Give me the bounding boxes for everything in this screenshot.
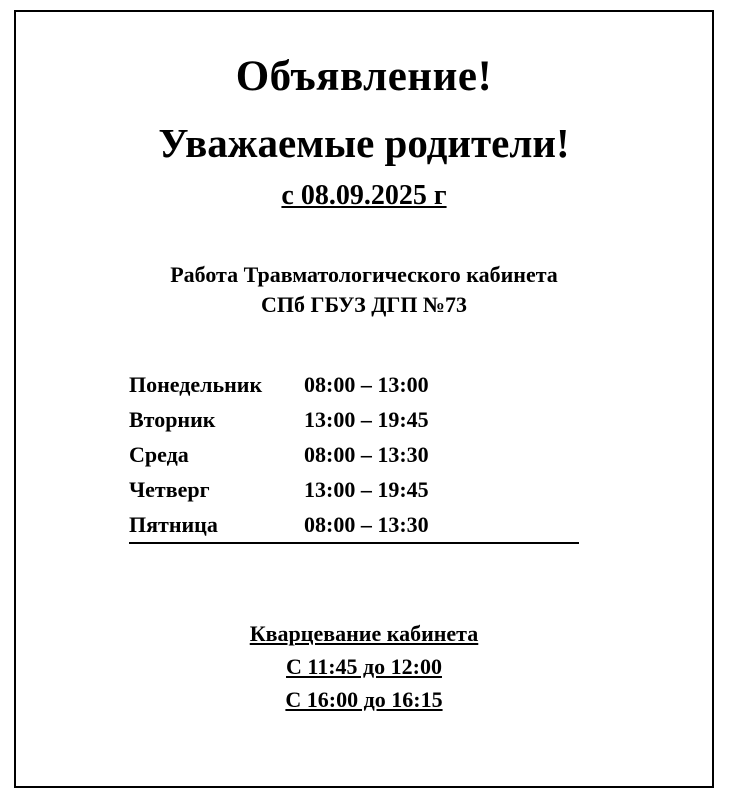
quartz-section (16, 617, 712, 716)
office-heading-line-1: Работа Травматологического кабинета (170, 262, 558, 287)
announcement-sheet (14, 10, 714, 788)
office-heading-line-2: СПб ГБУЗ ДГП №73 (260, 291, 468, 317)
page-title: Объявление! (235, 53, 493, 100)
announcement-content (16, 12, 712, 786)
schedule-hours: 08:00 – 13:00 (304, 372, 429, 397)
effective-date (16, 180, 712, 212)
quartz-heading-text: Кварцевание кабинета (249, 621, 479, 646)
quartz-interval-2 (16, 683, 712, 716)
schedule-day: Пятница (129, 512, 218, 537)
schedule-day: Среда (129, 442, 189, 467)
table-row (129, 472, 579, 507)
table-row (129, 507, 579, 544)
table-row (129, 367, 579, 402)
table-row (129, 437, 579, 472)
schedule-table (129, 367, 579, 544)
table-row (129, 402, 579, 437)
effective-date-text: с 08.09.2025 г (281, 180, 447, 211)
schedule-hours: 08:00 – 13:30 (304, 442, 429, 467)
schedule-hours: 13:00 – 19:45 (304, 407, 429, 432)
page-subtitle-parents: Уважаемые родители! (158, 120, 570, 166)
schedule-hours: 08:00 – 13:30 (304, 512, 429, 537)
office-heading (16, 260, 712, 319)
schedule-day: Понедельник (129, 372, 263, 397)
quartz-interval-2-text: С 16:00 до 16:15 (285, 687, 443, 712)
quartz-heading (16, 617, 712, 650)
schedule-hours: 13:00 – 19:45 (304, 477, 429, 502)
schedule-day: Четверг (129, 477, 210, 502)
quartz-interval-1 (16, 650, 712, 683)
schedule-day: Вторник (129, 407, 216, 432)
quartz-interval-1-text: С 11:45 до 12:00 (286, 654, 442, 679)
